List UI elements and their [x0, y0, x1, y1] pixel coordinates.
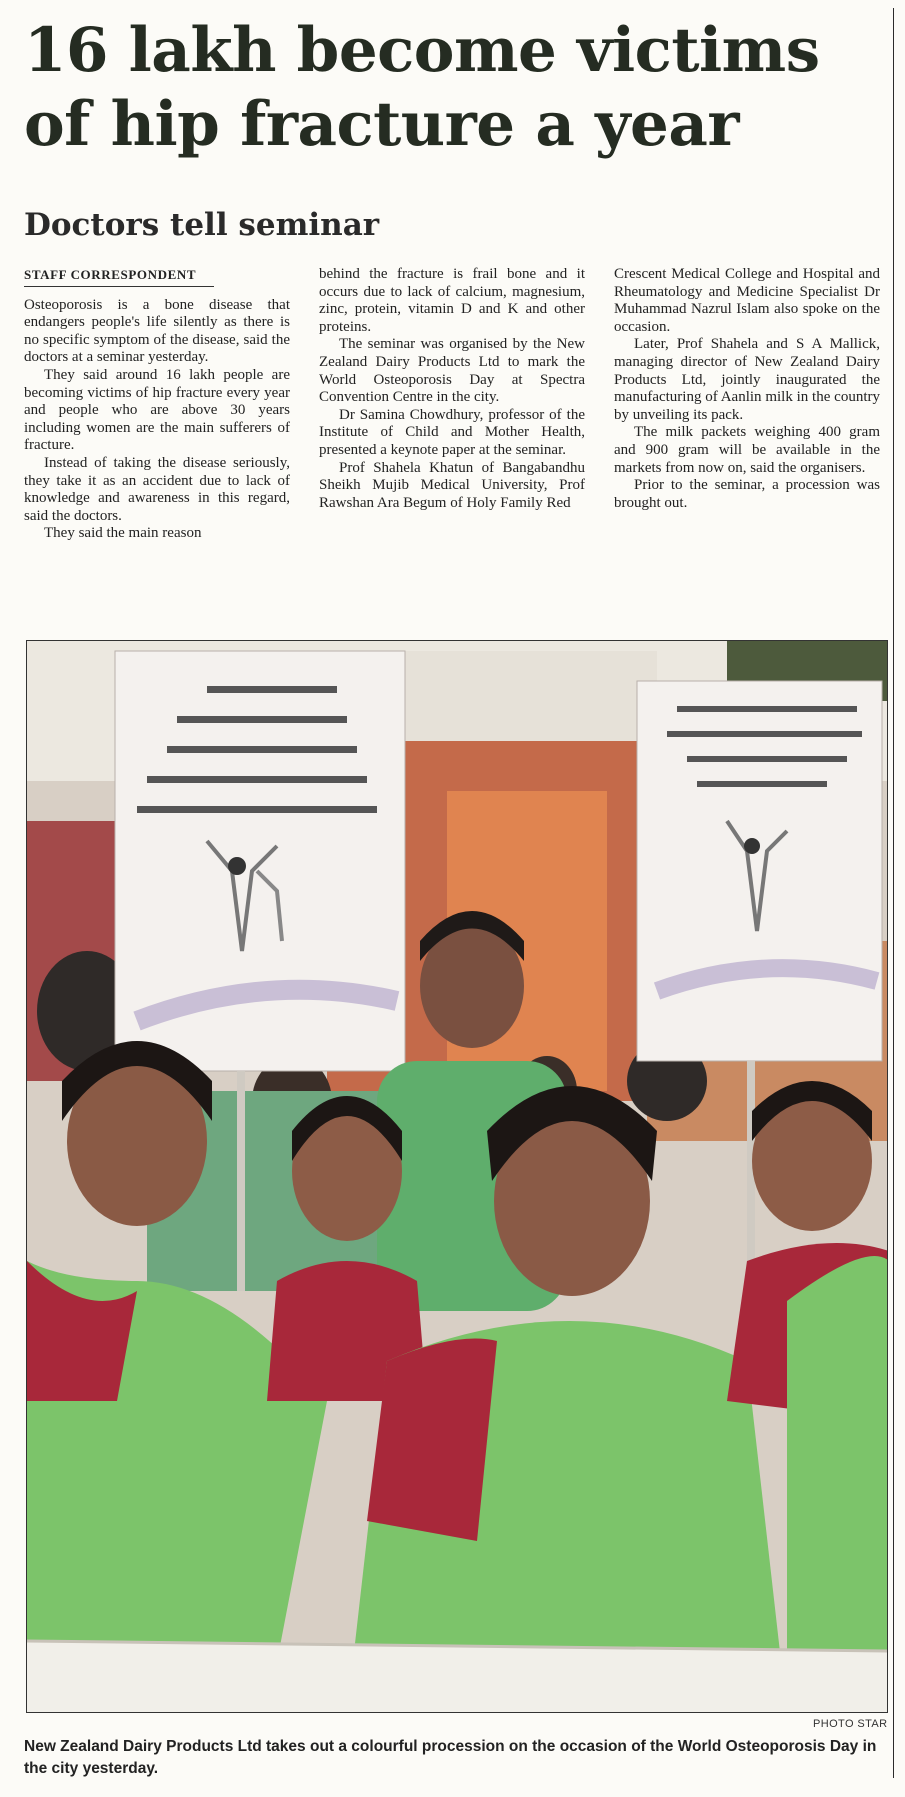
procession-photo — [26, 640, 888, 1713]
paragraph: The seminar was organised by the New Zealand Dairy Products Ltd to mark the World Osteoporosis Day at Spectra Convention Centre in the city. — [319, 336, 585, 406]
column-rule — [893, 8, 894, 1778]
paragraph: Instead of taking the disease seriously, they take it as an accident due to lack of knowledge and awareness in this regard, said the doctors. — [24, 454, 290, 524]
subheadline: Doctors tell seminar — [24, 207, 380, 243]
paragraph: Prior to the seminar, a procession was brought out. — [614, 477, 880, 511]
paragraph: Dr Samina Chowdhury, professor of the Institute of Child and Mother Health, presented a keynote paper at the seminar. — [319, 406, 585, 458]
paragraph: Later, Prof Shahela and S A Mallick, managing director of New Zealand Dairy Products Ltd, jointly inaugurated the manufacturing of Aanlin milk in the country by unveiling its pack. — [614, 336, 880, 423]
paragraph: behind the fracture is frail bone and it occurs due to lack of calcium, magnesium, zinc, protein, vitamin D and K and other proteins. — [319, 266, 585, 335]
photo-caption: New Zealand Dairy Products Ltd takes out a colourful procession on the occasion of the World Osteoporosis Day in the city yesterday. — [24, 1738, 877, 1777]
article-column-2 — [319, 266, 585, 512]
paragraph: They said around 16 lakh people are becoming victims of hip fracture every year and people who are above 30 years including women are the main sufferers of fracture. — [24, 366, 290, 454]
headline: 16 lakh become victims of hip fracture a year — [24, 15, 820, 160]
paragraph: The milk packets weighing 400 gram and 900 gram will be available in the markets from now on, said the organisers. — [614, 424, 880, 476]
paragraph: They said the main reason — [44, 525, 202, 542]
paragraph: Prof Shahela Khatun of Bangabandhu Sheikh Mujib Medical University, Prof Rawshan Ara Begum of Holy Family Red — [319, 459, 585, 511]
byline: STAFF CORRESPONDENT — [24, 266, 214, 287]
article-column-3 — [614, 266, 880, 512]
photo-credit: PHOTO STAR — [813, 1718, 888, 1730]
article-body — [24, 266, 886, 611]
article-column-1 — [24, 266, 290, 543]
paragraph: Crescent Medical College and Hospital and Rheumatology and Medicine Specialist Dr Muhammad Nazrul Islam also spoke on the occasion. — [614, 266, 880, 335]
procession-photo-illustration — [27, 641, 888, 1713]
paragraph: Osteoporosis is a bone disease that endangers people's life silently as there is no specific symptom of the disease, said the doctors at a seminar yesterday. — [24, 296, 290, 366]
